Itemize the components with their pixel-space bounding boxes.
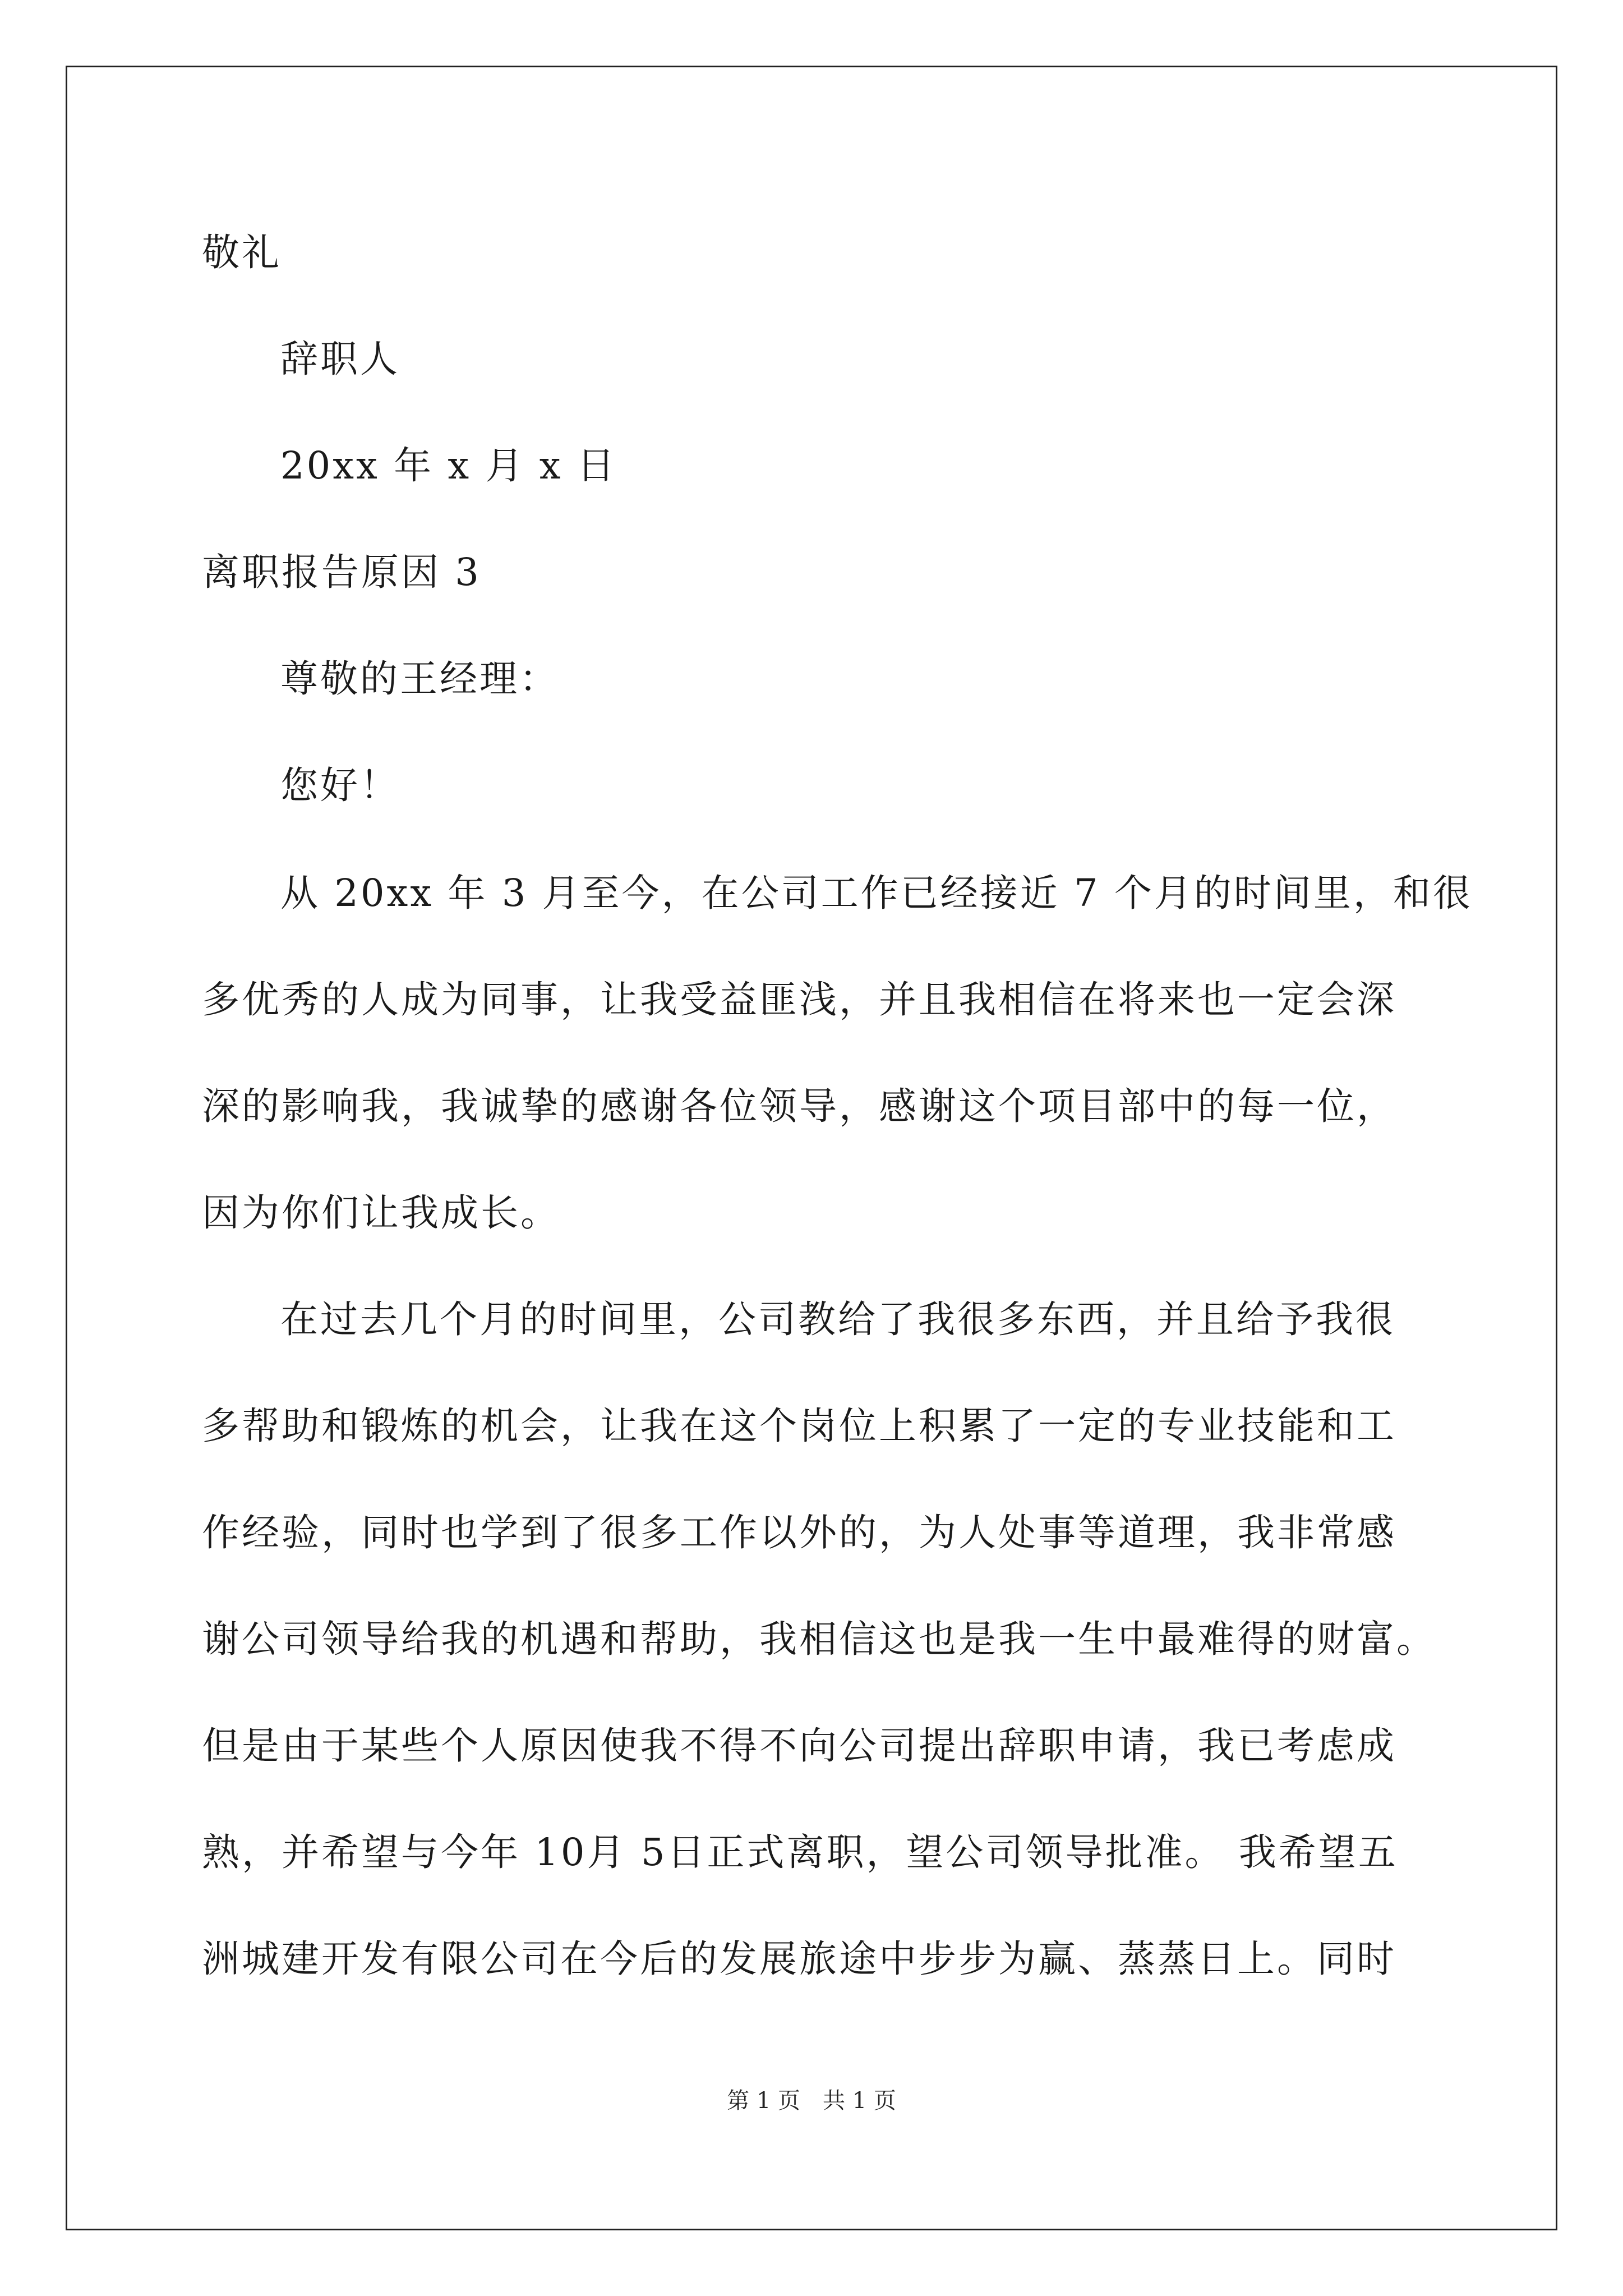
page-border	[66, 66, 1557, 2230]
signature-date: 20xx 年 x 月 x 日	[280, 444, 617, 487]
salutation: 尊敬的王经理：	[280, 657, 559, 701]
body-line: 深的影响我，我诚挚的感谢各位领导，感谢这个项目部中的每一位，	[202, 1084, 1396, 1128]
body-line: 从 20xx 年 3 月至今，在公司工作已经接近 7 个月的时间里，和很	[280, 871, 1473, 915]
closing-text: 敬礼	[202, 231, 282, 274]
body-line: 洲城建开发有限公司在今后的发展旅途中步步为赢、蒸蒸日上。同时	[202, 1937, 1396, 1981]
body-line: 多帮助和锻炼的机会，让我在这个岗位上积累了一定的专业技能和工	[202, 1404, 1396, 1448]
body-line: 谢公司领导给我的机遇和帮助，我相信这也是我一生中最难得的财富。	[202, 1617, 1436, 1661]
page-indicator: 第 1 页 共 1 页	[727, 2088, 896, 2114]
body-line: 作经验，同时也学到了很多工作以外的，为人处事等道理，我非常感	[202, 1511, 1396, 1554]
section-title: 离职报告原因 3	[202, 550, 481, 594]
body-line: 熟，并希望与今年 10月 5日正式离职，望公司领导批准。 我希望五	[202, 1830, 1398, 1874]
signature-label: 辞职人	[280, 337, 400, 381]
body-line: 但是由于某些个人原因使我不得不向公司提出辞职申请，我已考虑成	[202, 1724, 1396, 1768]
body-line: 多优秀的人成为同事，让我受益匪浅，并且我相信在将来也一定会深	[202, 978, 1396, 1022]
greeting: 您好！	[280, 763, 400, 807]
body-line: 因为你们让我成长。	[202, 1191, 560, 1235]
body-line: 在过去几个月的时间里，公司教给了我很多东西，并且给予我很	[280, 1297, 1395, 1341]
